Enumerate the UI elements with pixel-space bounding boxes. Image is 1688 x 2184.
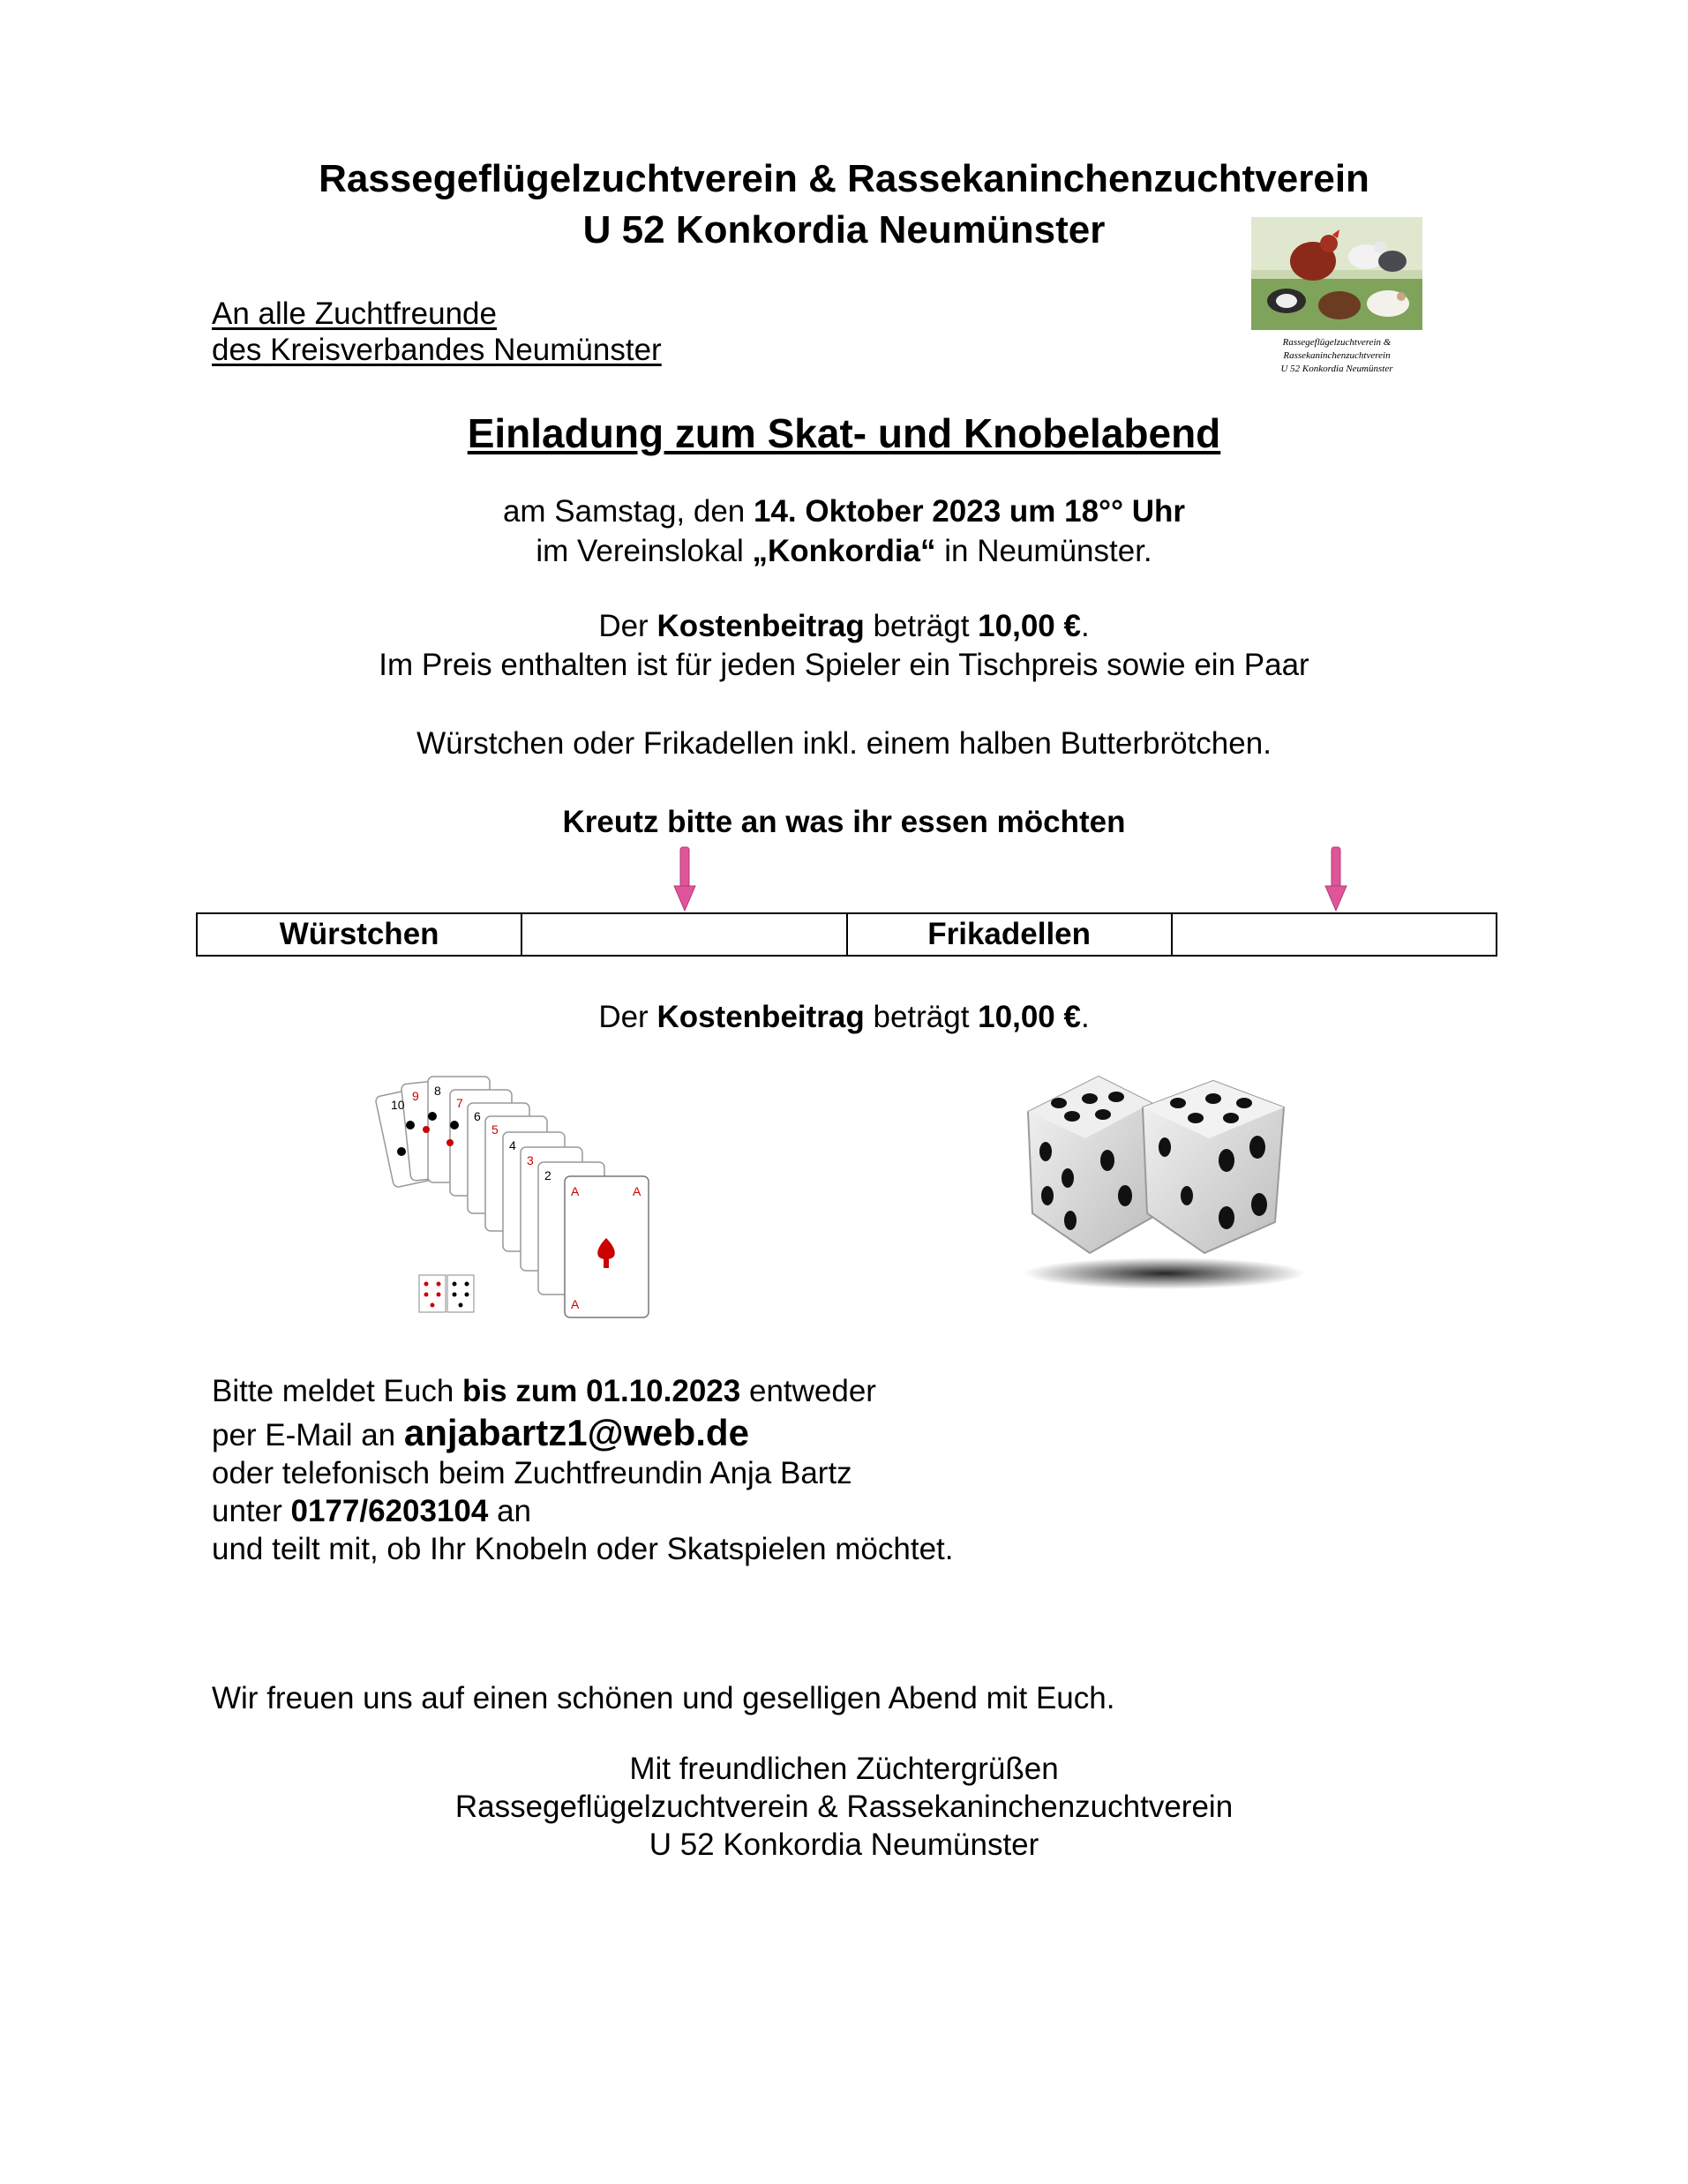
- cost-line-repeat: [0, 1000, 1688, 1035]
- food-choice-row: [197, 913, 1497, 956]
- cost-label: Kostenbeitrag: [656, 609, 865, 643]
- svg-text:A: A: [633, 1184, 641, 1198]
- signature-line2: Rassegeflügelzuchtverein & Rassekaninchenzuchtverein: [454, 1790, 1234, 1824]
- email-prefix: per E-Mail an: [212, 1418, 404, 1452]
- cost-suffix: .: [1080, 609, 1090, 643]
- logo-caption: [1251, 336, 1422, 376]
- registration-line2: [212, 1412, 749, 1454]
- club-logo: [1251, 217, 1422, 385]
- cost-prefix: Der: [598, 609, 657, 643]
- cost-mid: beträgt: [864, 1000, 979, 1034]
- option-frikadellen-label: Frikadellen: [847, 913, 1172, 956]
- logo-caption-line1: Rassegeflügelzuchtverein &: [1282, 337, 1392, 348]
- choice-prompt: Kreutz bitte an was ihr essen möchten: [562, 805, 1126, 839]
- option-wuerstchen-label: Würstchen: [197, 913, 521, 956]
- date-prefix: am Samstag, den: [502, 494, 754, 529]
- phone-number: 0177/6203104: [290, 1494, 489, 1528]
- page-title: Einladung zum Skat- und Knobelabend: [467, 410, 1221, 456]
- svg-text:3: 3: [527, 1153, 534, 1167]
- svg-text:6: 6: [474, 1109, 481, 1123]
- registration-line5: und teilt mit, ob Ihr Knobeln oder Skatspielen möchtet.: [212, 1532, 954, 1566]
- dice-image: [1019, 1063, 1310, 1297]
- cost-line: [0, 609, 1688, 644]
- price-info-line1: Im Preis enthalten ist für jeden Spieler ein Tischpreis sowie ein Paar: [379, 648, 1309, 682]
- closing-line: Wir freuen uns auf einen schönen und geselligen Abend mit Euch.: [212, 1681, 1115, 1715]
- registration-line3: oder telefonisch beim Zuchtfreundin Anja Bartz: [212, 1456, 852, 1490]
- registration-line1: [212, 1374, 876, 1409]
- svg-text:8: 8: [434, 1084, 441, 1098]
- registration-line4: [212, 1494, 531, 1529]
- cost-suffix: .: [1080, 1000, 1090, 1034]
- food-choice-table: [196, 912, 1497, 957]
- price-info-line2: Würstchen oder Frikadellen inkl. einem halben Butterbrötchen.: [416, 726, 1272, 761]
- email-link[interactable]: anjabartz1@web.de: [403, 1412, 749, 1453]
- registration-prefix: Bitte meldet Euch: [212, 1374, 463, 1408]
- venue-line: [0, 534, 1688, 569]
- down-arrow-icon: [672, 845, 697, 912]
- recipient-line1: An alle Zuchtfreunde: [212, 296, 497, 331]
- club-name-line2: U 52 Konkordia Neumünster: [582, 208, 1106, 251]
- registration-suffix: entweder: [740, 1374, 876, 1408]
- logo-caption-line3: U 52 Konkordia Neumünster: [1280, 364, 1393, 374]
- event-date: 14. Oktober 2023 um 18°° Uhr: [754, 494, 1186, 529]
- down-arrow-icon: [1324, 845, 1348, 912]
- cost-prefix: Der: [598, 1000, 657, 1034]
- venue-prefix: im Vereinslokal: [536, 534, 753, 568]
- svg-text:A: A: [571, 1297, 580, 1311]
- svg-text:2: 2: [544, 1168, 551, 1182]
- svg-text:10: 10: [391, 1098, 405, 1112]
- svg-text:4: 4: [509, 1138, 516, 1152]
- svg-text:9: 9: [412, 1089, 419, 1103]
- registration-deadline: bis zum 01.10.2023: [462, 1374, 741, 1408]
- option-wuerstchen-checkbox[interactable]: [521, 913, 846, 956]
- option-frikadellen-checkbox[interactable]: [1172, 913, 1497, 956]
- signature-line3: U 52 Konkordia Neumünster: [649, 1828, 1039, 1862]
- playing-cards-image: [375, 1063, 675, 1328]
- club-logo-image: [1251, 217, 1422, 330]
- recipient-line2: des Kreisverbandes Neumünster: [212, 333, 662, 367]
- svg-text:5: 5: [491, 1122, 499, 1137]
- cost-amount: 10,00 €: [978, 1000, 1081, 1034]
- club-name-line1: Rassegeflügelzuchtverein & Rassekaninchenzuchtverein: [319, 157, 1369, 200]
- phone-suffix: an: [488, 1494, 531, 1528]
- cost-amount: 10,00 €: [978, 609, 1081, 643]
- cost-mid: beträgt: [864, 609, 979, 643]
- date-line: [0, 494, 1688, 529]
- venue-suffix: in Neumünster.: [935, 534, 1152, 568]
- svg-text:A: A: [571, 1184, 580, 1198]
- logo-caption-line2: Rassekaninchenzuchtverein: [1283, 350, 1391, 361]
- svg-text:7: 7: [456, 1096, 463, 1110]
- cost-label: Kostenbeitrag: [656, 1000, 865, 1034]
- venue-name: „Konkordia“: [752, 534, 936, 568]
- phone-prefix: unter: [212, 1494, 291, 1528]
- signature-line1: Mit freundlichen Züchtergrüßen: [629, 1752, 1059, 1786]
